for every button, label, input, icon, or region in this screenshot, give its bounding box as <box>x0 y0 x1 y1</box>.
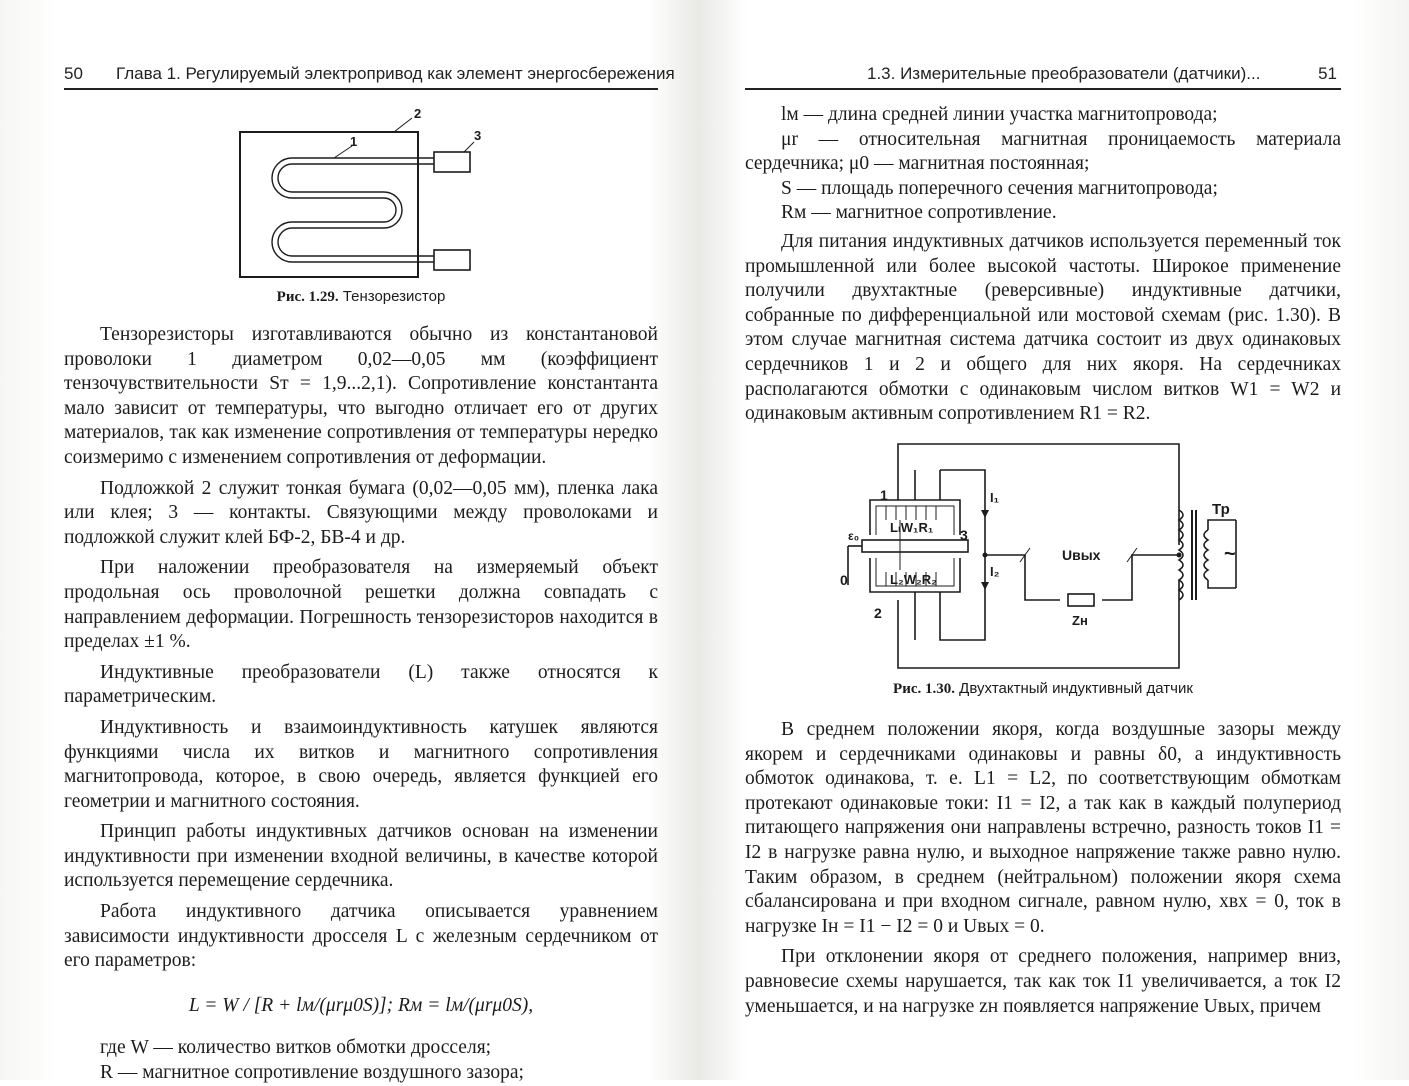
definition-line: R — магнитное сопротивление воздушного зазора; <box>100 1062 524 1084</box>
caption-number: Рис. 1.29. <box>276 289 339 305</box>
page-number: 51 <box>1318 64 1337 83</box>
output-voltage-label: Uвых <box>1062 547 1101 563</box>
right-body-text-top <box>745 103 1341 433</box>
left-page <box>64 0 675 1084</box>
definition-line: S — площадь поперечного сечения магнитопровода; <box>781 177 1218 199</box>
wire-grid <box>272 158 434 262</box>
right-body-text-bottom <box>745 718 1341 1025</box>
paragraph: При отклонении якоря от среднего положения, например вниз, равновесие схемы нарушается, так как ток I1 увеличивается, а ток I2 уменьшается, и на нагрузке zн появляется напряжение Uвых, причем <box>745 946 1341 1017</box>
paragraph: Для питания индуктивных датчиков используется переменный ток промышленной или более высокой частоты. Широкое применение получили двухтактные (реверсивные) индуктивные датчики, собранные по дифференциальной или мостовой схемам (рис. 1.30). В этом случае магнитная система датчика состоит из двух одинаковых сердечников 1 и 2 и общего для них якоря. На сердечниках располагаются обмотки с одинаковым числом витков W1 = W2 и одинаковым активным сопротивлением R1 = R2. <box>745 230 1341 425</box>
current-2-label: I₂ <box>990 564 1000 579</box>
caption-number: Рис. 1.30. <box>893 681 956 697</box>
label-2: 2 <box>414 106 422 121</box>
contact-top <box>434 152 470 172</box>
substrate <box>240 132 418 277</box>
figure-caption-1-30 <box>745 680 1341 698</box>
running-title: 1.3. Измерительные преобразователи (датчики)... <box>867 64 1261 83</box>
inductive-sensor-circuit <box>840 440 1260 680</box>
definition-line: μr — относительная магнитная проницаемость материала сердечника; μ0 — магнитная постоянная; <box>745 128 1341 175</box>
figure-caption-1-29 <box>64 288 658 306</box>
paragraph: При наложении преобразователя на измеряемый объект продольная ось проволочной решетки должна совпадать с направлением деформации. Погрешность тензорезисторов находится в пределах ±1 %. <box>64 557 658 653</box>
transformer-label: Тр <box>1212 501 1230 518</box>
left-body-text <box>64 323 658 1086</box>
paragraph: Подложкой 2 служит тонкая бумага (0,02—0,05 мм), пленка лака или клея; 3 — контакты. Связующими между проволоками и подложкой служит клей БФ-2, БВ-4 и др. <box>64 477 658 548</box>
caption-text: Тензорезистор <box>338 288 446 305</box>
core-2-label: 2 <box>874 605 882 621</box>
paragraph: В среднем положении якоря, когда воздушные зазоры между якорем и сердечниками одинаковы и равны δ0, а индуктивность обмоток одинакова, т. е. L1 = L2, по соответствующим обмоткам протекают одинаковые токи: I1 = I2, а так как в каждый полупериод питающего напряжения они направлены встречно, разность токов I1 = I2 в нагрузке равна нулю, и выходное напряжение также равно нулю. Таким образом, в среднем (нейтральном) положении якоря схема сбалансирована и при входном сигнале, равном нулю, xвх = 0, ток в нагрузке Iн = I1 − I2 = 0 и Uвых = 0. <box>745 719 1341 937</box>
paragraph: Индуктивность и взаимоиндуктивность катушек являются функциями числа их витков и магнитного сопротивления магнитопровода, которое, в свою очередь, является функцией его геометрии и магнитного состояния. <box>64 716 658 812</box>
paragraph: Работа индуктивного датчика описывается уравнением зависимости индуктивности дросселя L с железным сердечником от его параметров: <box>64 901 658 972</box>
load-impedance-label: Zн <box>1072 613 1088 628</box>
running-header-right <box>745 60 1341 90</box>
strain-gauge-figure <box>234 100 494 285</box>
coil-1-label: LₗW₁R₁ <box>890 520 934 535</box>
core-1-label: 1 <box>880 487 888 503</box>
running-header-left <box>64 60 675 90</box>
paragraph: Индуктивные преобразователи (L) также относятся к параметрическим. <box>64 661 658 708</box>
coil-2-label: L₂W₂R₂ <box>890 572 937 587</box>
page-number: 50 <box>64 64 83 83</box>
ac-source-symbol: ~ <box>1224 543 1236 565</box>
paragraph: Тензорезисторы изготавливаются обычно из константановой проволоки 1 диаметром 0,02—0,05 мм (коэффициент тензочувствительности Sт = 1,9...2,1). Сопротивление константанта мало зависит от температуры, что выгодно отличает его от других материалов, так как изменение сопротивления от температуры нередко соизмеримо с изменением сопротивления от деформации. <box>64 324 658 468</box>
definition-line: где W — количество витков обмотки дросселя; <box>100 1037 492 1059</box>
caption-text: Двухтактный индуктивный датчик <box>955 680 1193 697</box>
label-3: 3 <box>474 128 482 143</box>
current-1-label: I₁ <box>990 490 999 505</box>
right-page <box>745 0 1341 1080</box>
paragraph: Принцип работы индуктивных датчиков основан на изменении индуктивности при изменении входной величины, в качестве которой используется перемещение сердечника. <box>64 821 658 892</box>
epsilon-label: ε₀ <box>848 529 860 543</box>
zero-label: 0 <box>840 572 848 588</box>
definition-line: lм — длина средней линии участка магнитопровода; <box>781 104 1218 125</box>
label-1: 1 <box>350 134 358 149</box>
contact-bottom <box>434 250 470 270</box>
formula: L = W / [R + lм/(μrμ0S)]; Rм = lм/(μrμ0S), <box>188 994 534 1016</box>
running-title: Глава 1. Регулируемый электропривод как элемент энергосбережения <box>116 64 675 83</box>
definition-line: Rм — магнитное сопротивление. <box>781 202 1057 224</box>
armature-label: 3 <box>960 527 968 543</box>
